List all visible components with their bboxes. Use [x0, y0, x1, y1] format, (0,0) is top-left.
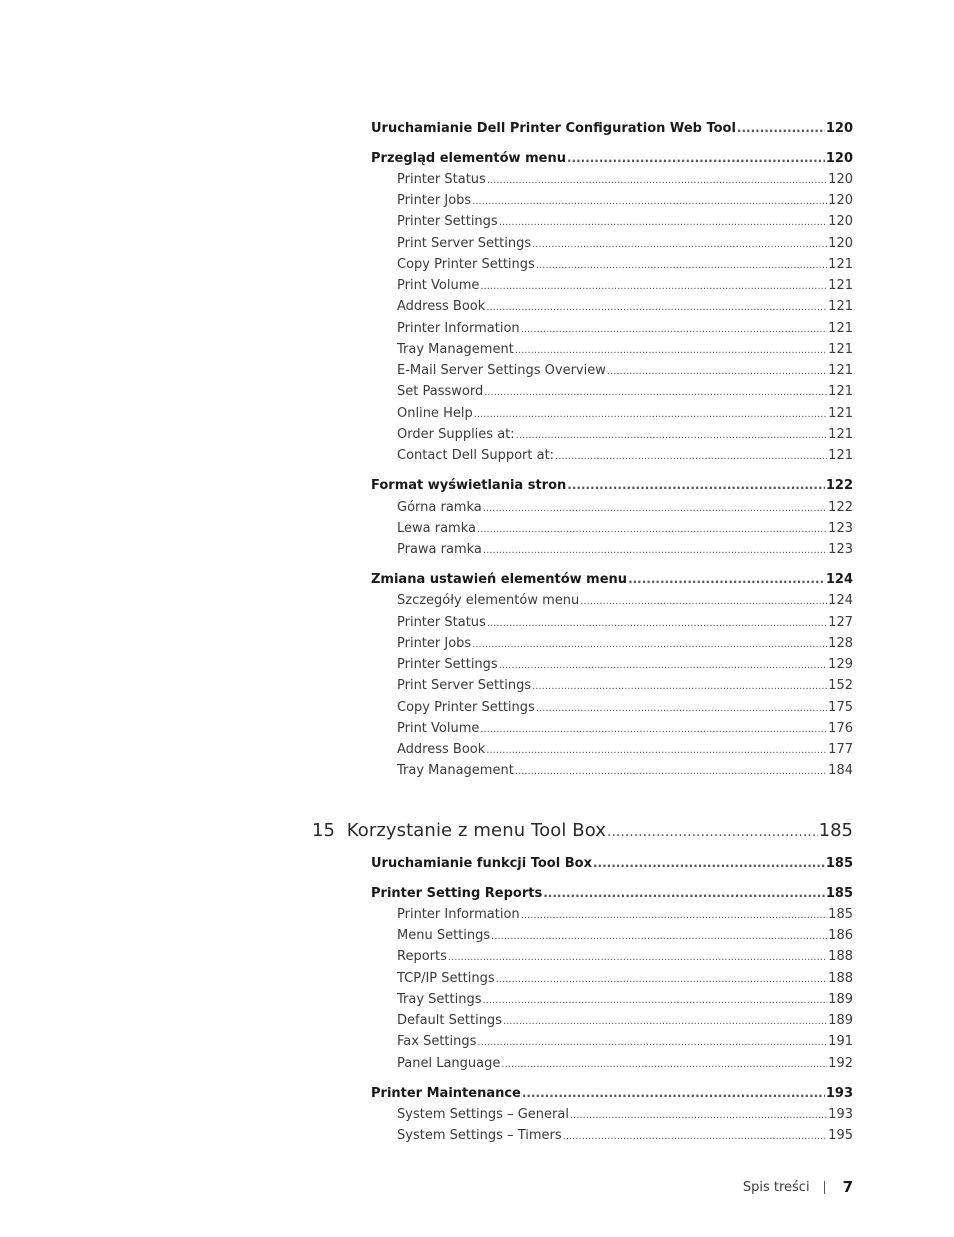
- toc-leader: [499, 217, 827, 228]
- toc-label: Printer Jobs: [397, 636, 472, 651]
- toc-item: [397, 1034, 853, 1049]
- toc-page: 122: [825, 478, 853, 493]
- toc-page: 176: [828, 721, 853, 736]
- toc-label: Print Server Settings: [397, 236, 532, 251]
- toc-item: [397, 992, 853, 1007]
- toc-item: [397, 700, 853, 715]
- toc-item: [397, 763, 853, 778]
- toc-leader: [516, 430, 828, 441]
- toc-item: [397, 448, 853, 463]
- toc-leader: [555, 451, 827, 462]
- toc-leader: [593, 856, 825, 870]
- toc-label: Print Volume: [397, 721, 480, 736]
- toc-leader: [486, 302, 827, 313]
- toc-page: 189: [828, 1013, 853, 1028]
- toc-leader: [536, 703, 827, 714]
- toc-label: TCP/IP Settings: [397, 971, 495, 986]
- toc-leader: [563, 1131, 828, 1142]
- toc-page: 120: [825, 121, 853, 136]
- toc-page: 120: [825, 151, 853, 166]
- toc-label: Order Supplies at:: [397, 427, 515, 442]
- toc-label: Uruchamianie funkcji Tool Box: [371, 856, 592, 871]
- toc-item: [397, 1056, 853, 1071]
- toc-item: [397, 427, 853, 442]
- toc-label: Przegląd elementów menu: [371, 151, 566, 166]
- toc-page: 121: [828, 299, 853, 314]
- toc-leader: [536, 260, 827, 271]
- toc-label: Set Password: [397, 384, 484, 399]
- toc-page: 186: [828, 928, 853, 943]
- toc-label: Print Server Settings: [397, 678, 532, 693]
- toc-item: [397, 1128, 853, 1143]
- toc-chapter: [312, 820, 853, 841]
- page-footer: [700, 1178, 853, 1196]
- toc-page: 121: [828, 278, 853, 293]
- toc-leader: [472, 196, 827, 207]
- toc-leader: [515, 345, 827, 356]
- toc-section: [371, 1086, 853, 1101]
- toc-section: [371, 151, 853, 166]
- toc-item: [397, 971, 853, 986]
- toc-item: [397, 278, 853, 293]
- toc-page: 121: [828, 321, 853, 336]
- toc-leader: [472, 639, 827, 650]
- toc-leader: [503, 1016, 827, 1027]
- toc-leader: [567, 478, 825, 492]
- toc-page: 120: [828, 193, 853, 208]
- toc-label: Panel Language: [397, 1056, 501, 1071]
- toc-page: 192: [828, 1056, 853, 1071]
- toc-item: [397, 615, 853, 630]
- toc-page: 185: [828, 907, 853, 922]
- toc-label: Printer Jobs: [397, 193, 472, 208]
- toc-leader: [484, 387, 827, 398]
- toc-item: [397, 193, 853, 208]
- toc-item: [397, 214, 853, 229]
- toc-chapter-label: 15 Korzystanie z menu Tool Box: [312, 820, 607, 841]
- toc-item: [397, 657, 853, 672]
- toc-label: Printer Settings: [397, 657, 498, 672]
- toc-section: [371, 121, 853, 136]
- toc-item: [397, 1013, 853, 1028]
- toc-item: [397, 521, 853, 536]
- toc-item: [397, 406, 853, 421]
- toc-page: 121: [828, 448, 853, 463]
- toc-page: 188: [828, 971, 853, 986]
- toc-label: Prawa ramka: [397, 542, 482, 557]
- toc-item: [397, 321, 853, 336]
- toc-item: [397, 928, 853, 943]
- toc-label: Tray Management: [397, 342, 514, 357]
- toc-leader: [477, 524, 827, 535]
- toc-item: [397, 500, 853, 515]
- toc-item: [397, 678, 853, 693]
- toc-page: 121: [828, 427, 853, 442]
- toc-label: Lewa ramka: [397, 521, 476, 536]
- toc-page: 124: [825, 572, 853, 587]
- toc-page: 122: [828, 500, 853, 515]
- toc-page: 124: [828, 593, 853, 608]
- toc-page: 195: [828, 1128, 853, 1143]
- toc-leader: [474, 409, 827, 420]
- toc-label: Reports: [397, 949, 447, 964]
- toc-item: [397, 542, 853, 557]
- toc-label: E-Mail Server Settings Overview: [397, 363, 606, 378]
- toc-page: 185: [818, 820, 853, 841]
- toc-label: Printer Status: [397, 172, 486, 187]
- toc-leader: [477, 1037, 827, 1048]
- toc-leader: [737, 121, 825, 135]
- toc-leader: [483, 995, 828, 1006]
- toc-leader: [499, 660, 827, 671]
- toc-page: 127: [828, 615, 853, 630]
- toc-page: 121: [828, 257, 853, 272]
- toc-page: 175: [828, 700, 853, 715]
- toc-label: Print Volume: [397, 278, 480, 293]
- toc-page: 121: [828, 363, 853, 378]
- toc-page: 185: [825, 856, 853, 871]
- toc-page: 123: [828, 521, 853, 536]
- toc-label: System Settings – General: [397, 1107, 569, 1122]
- toc-item: [397, 299, 853, 314]
- toc-label: System Settings – Timers: [397, 1128, 562, 1143]
- toc-page: 188: [828, 949, 853, 964]
- toc-section: [371, 886, 853, 901]
- toc-label: Tray Management: [397, 763, 514, 778]
- toc-page: 193: [825, 1086, 853, 1101]
- toc-leader: [480, 281, 827, 292]
- toc-leader: [515, 766, 827, 777]
- toc-item: [397, 342, 853, 357]
- toc-label: Printer Information: [397, 907, 520, 922]
- toc-leader: [483, 545, 827, 556]
- toc-leader: [522, 1086, 825, 1100]
- toc-label: Address Book: [397, 299, 486, 314]
- toc-label: Printer Settings: [397, 214, 498, 229]
- toc-page: 185: [825, 886, 853, 901]
- toc-section: [371, 856, 853, 871]
- toc-leader: [448, 952, 827, 963]
- toc-page: 120: [828, 172, 853, 187]
- toc-leader: [487, 175, 827, 186]
- toc-leader: [486, 745, 827, 756]
- toc-label: Online Help: [397, 406, 473, 421]
- toc-page: 177: [828, 742, 853, 757]
- toc-leader: [532, 239, 827, 250]
- toc-leader: [567, 151, 825, 165]
- toc-label: Printer Status: [397, 615, 486, 630]
- toc-page: 193: [828, 1107, 853, 1122]
- toc-section: [371, 478, 853, 493]
- toc-item: [397, 907, 853, 922]
- toc-page: 128: [828, 636, 853, 651]
- toc-label: Printer Setting Reports: [371, 886, 543, 901]
- toc-page: 120: [828, 236, 853, 251]
- toc-label: Copy Printer Settings: [397, 700, 535, 715]
- toc-label: Fax Settings: [397, 1034, 477, 1049]
- toc-leader: [607, 366, 827, 377]
- toc-label: Menu Settings: [397, 928, 491, 943]
- toc-page: 123: [828, 542, 853, 557]
- toc-label: Copy Printer Settings: [397, 257, 535, 272]
- toc-section: [371, 572, 853, 587]
- toc-page: 191: [828, 1034, 853, 1049]
- toc-item: [397, 236, 853, 251]
- toc-item: [397, 172, 853, 187]
- footer-divider: [824, 1181, 825, 1194]
- toc-item: [397, 1107, 853, 1122]
- toc-page: 120: [828, 214, 853, 229]
- toc-leader: [607, 824, 818, 840]
- toc-label: Format wyświetlania stron: [371, 478, 567, 493]
- toc-item: [397, 363, 853, 378]
- toc-item: [397, 636, 853, 651]
- toc-page: 121: [828, 342, 853, 357]
- toc-leader: [628, 572, 825, 586]
- toc-page: 189: [828, 992, 853, 1007]
- toc-label: Contact Dell Support at:: [397, 448, 555, 463]
- toc-label: Printer Maintenance: [371, 1086, 521, 1101]
- toc-label: Printer Information: [397, 321, 520, 336]
- toc-item: [397, 593, 853, 608]
- toc-label: Address Book: [397, 742, 486, 757]
- toc-label: Zmiana ustawień elementów menu: [371, 572, 628, 587]
- toc-item: [397, 384, 853, 399]
- toc-leader: [580, 596, 827, 607]
- toc-page: 129: [828, 657, 853, 672]
- toc-page: 152: [828, 678, 853, 693]
- footer-page-number: 7: [842, 1178, 853, 1196]
- toc-leader: [532, 681, 827, 692]
- toc-label: Szczegóły elementów menu: [397, 593, 580, 608]
- toc-leader: [521, 910, 828, 921]
- toc-leader: [483, 503, 827, 514]
- toc-item: [397, 257, 853, 272]
- toc-leader: [496, 974, 828, 985]
- toc-leader: [521, 324, 828, 335]
- toc-leader: [491, 931, 827, 942]
- toc-page: 121: [828, 406, 853, 421]
- toc-label: Górna ramka: [397, 500, 482, 515]
- toc-label: Uruchamianie Dell Printer Configuration Web Tool: [371, 121, 736, 136]
- toc-leader: [480, 724, 827, 735]
- toc-leader: [570, 1110, 827, 1121]
- toc-leader: [501, 1059, 827, 1070]
- toc-item: [397, 721, 853, 736]
- toc-leader: [487, 618, 827, 629]
- toc-label: Default Settings: [397, 1013, 502, 1028]
- toc-page: 184: [828, 763, 853, 778]
- toc-item: [397, 949, 853, 964]
- toc-item: [397, 742, 853, 757]
- footer-section-title: Spis treści: [742, 1179, 810, 1195]
- toc-page: 121: [828, 384, 853, 399]
- toc-leader: [543, 886, 825, 900]
- toc-label: Tray Settings: [397, 992, 482, 1007]
